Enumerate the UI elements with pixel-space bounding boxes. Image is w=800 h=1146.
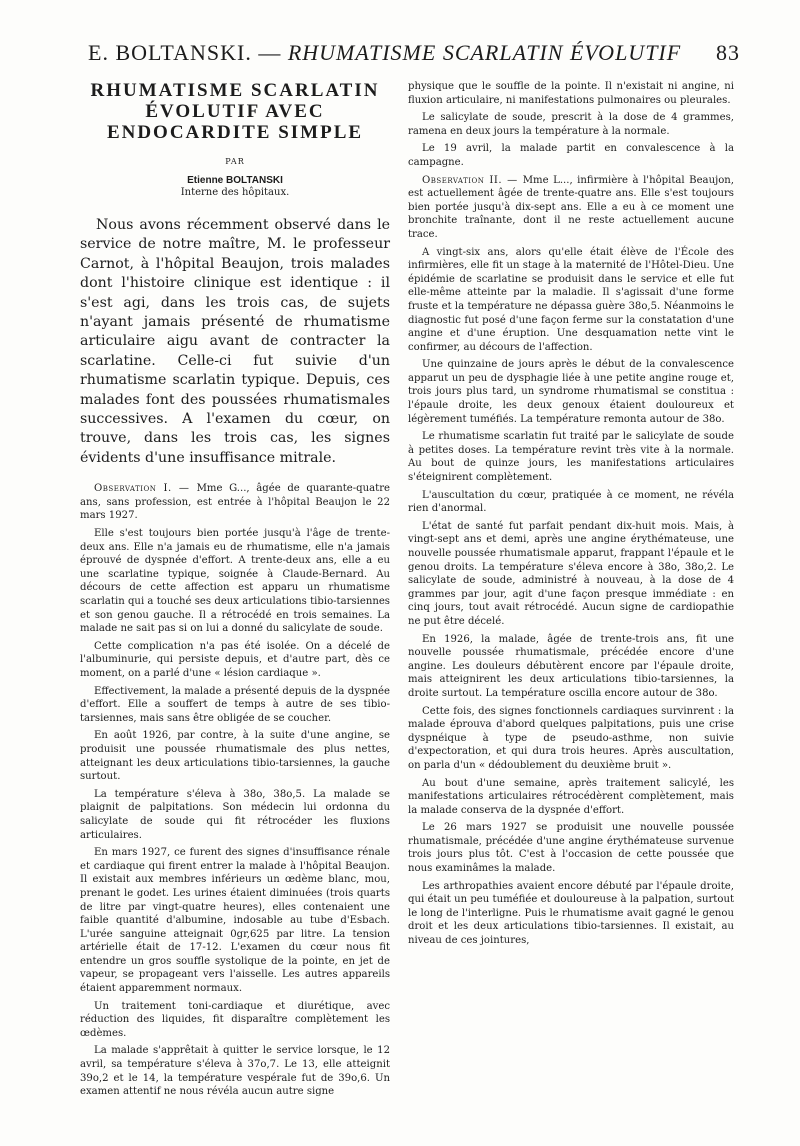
running-head: [88, 40, 740, 68]
paragraph-text: En août 1926, par contre, à la suite d'une angine, se produisit une poussée rhumatismale des plus nettes, atteignant les deux articulations tibio-tarsiennes, la gauche surtout.: [80, 730, 390, 783]
paragraph-text: Le 26 mars 1927 se produisit une nouvelle poussée rhumatismale, précédée d'une angine érythémateuse survenue trois jours plus tôt. C'est à l'occasion de cette poussée que nous examinâmes la malade.: [408, 822, 734, 875]
body-paragraph: [408, 111, 734, 138]
body-paragraph: [80, 216, 390, 468]
author-affiliation: Interne des hôpitaux.: [180, 187, 290, 198]
paragraph-text: Nous avons récemment observé dans le service de notre maître, M. le professeur Carnot, à l'hôpital Beaujon, trois malades dont l'histoire clinique est identique : il s'est agi, dans les trois cas, de sujets n'ayant jamais présenté de rhumatisme articulaire aigu avant de contracter la scarlatine. Celle-ci fut suivie d'un rhumatisme scarlatin typique. Depuis, ces malades font des poussées rhumatismales successives. A l'examen du cœur, on trouve, dans les trois cas, les signes évidents d'une insuffisance mitrale.: [80, 217, 390, 466]
body-paragraph: [80, 846, 390, 996]
body-paragraph: [80, 729, 390, 783]
paragraph-text: Le 19 avril, la malade partit en convalescence à la campagne.: [408, 143, 734, 168]
body-paragraph: [408, 821, 734, 875]
paragraph-text: physique que le souffle de la pointe. Il n'existait ni angine, ni fluxion articulaire, ni manifestations pulmonaires ou pleurales.: [408, 81, 734, 106]
paragraph-text: Mme G..., âgée de quarante-quatre ans, sans profession, est entrée à l'hôpital Beaujon le 22 mars 1927.: [80, 483, 391, 522]
body-paragraph: [80, 1044, 390, 1098]
byline-par: PAR: [225, 157, 245, 166]
page-number: 83: [716, 40, 740, 65]
paragraph-text: Cette fois, des signes fonctionnels cardiaques survinrent : la malade éprouva d'abord quelques palpitations, puis une crise dyspnéique à type de pseudo-asthme, non suivie d'expectoration, et qui dura trois heures. Après auscultation, on parla d'un « dédoublement du deuxième bruit ».: [408, 705, 734, 771]
article-title-line: ÉVOLUTIF AVEC: [145, 101, 325, 122]
body-paragraph: [408, 358, 734, 426]
paragraph-text: Le rhumatisme scarlatin fut traité par le salicylate de soude à petites doses. La température revint très vite à la normale. Au bout de quinze jours, les manifestations articulaires s'éteignirent complètement.: [408, 431, 734, 484]
body-paragraph: [408, 705, 734, 773]
paragraph-text: Effectivement, la malade a présenté depuis de la dyspnée d'effort. Elle a souffert de temps à autre de ses tibio-tarsiennes, mais sans être obligée de se coucher.: [80, 685, 390, 724]
observation-heading-paragraph: [80, 482, 390, 523]
article-title-line: RHUMATISME SCARLATIN: [90, 80, 380, 101]
paragraph-text: Cette complication n'a pas été isolée. On a décelé de l'albuminurie, qui persiste depuis, et d'autre part, dès ce moment, on a parlé d'une « lésion cardiaque ».: [80, 640, 390, 679]
author-name: Etienne BOLTANSKI: [187, 175, 283, 186]
article-title: [80, 80, 390, 143]
article-title-line: ENDOCARDITE SIMPLE: [106, 122, 364, 143]
body-paragraph: [408, 80, 734, 107]
body-paragraph: [408, 489, 734, 516]
body-paragraph: [408, 430, 734, 484]
body-paragraph: [80, 640, 390, 681]
running-title-subject: RHUMATISME SCARLATIN ÉVOLUTIF: [287, 40, 682, 65]
observation-heading-paragraph: [408, 174, 734, 242]
paragraph-text: A vingt-six ans, alors qu'elle était élève de l'École des infirmières, elle fit un stage à la maternité de l'Hôtel-Dieu. Une épidémie de scarlatine se produisit dans le service et elle fut elle-même atteinte par la maladie. Il s'agissait d'une forme fruste et la température ne dépassa guère 38o,5. Néanmoins le diagnostic fut posé d'une façon ferme sur la constatation d'une angine et d'une éruption. Une desquamation nette vint le confirmer, au décours de l'affection.: [408, 246, 734, 353]
running-title-author: E. BOLTANSKI. —: [88, 40, 288, 65]
paragraph-text: L'auscultation du cœur, pratiquée à ce moment, ne révéla rien d'anormal.: [408, 489, 734, 515]
body-paragraph: [408, 880, 734, 948]
body-paragraph: [408, 246, 734, 355]
paragraph-text: Une quinzaine de jours après le début de la convalescence apparut un peu de dysphagie liée à une petite angine rouge et, trois jours plus tard, un syndrome rhumatismal se constitua : l'épaule droite, les deux genoux étaient douloureux et légèrement tuméfiés. La température remonta autour de 38o.: [408, 359, 734, 425]
body-paragraph: [80, 788, 390, 842]
body-paragraph: [80, 685, 390, 726]
body-paragraph: [80, 1000, 390, 1041]
paragraph-text: Au bout d'une semaine, après traitement salicylé, les manifestations articulaires rétrocédèrent complètement, mais la malade conserva de la dyspnée d'effort.: [408, 777, 734, 816]
paragraph-text: En mars 1927, ce furent des signes d'insuffisance rénale et cardiaque qui firent entrer la malade à l'hôpital Beaujon. Il existait aux membres inférieurs un œdème blanc, mou, prenant le godet. Les urines étaient diminuées (trois quarts de litre par vingt-quatre heures), elles contenaient une faible quantité d'albumine, indosable au tube d'Esbach. L'urée sanguine atteignait 0gr,625 par litre. La tension artérielle était de 17-12. L'examen du cœur nous fit entendre un gros souffle systolique de la pointe, en jet de vapeur, se propageant vers l'aisselle. Les autres appareils étaient apparemment normaux.: [80, 847, 390, 995]
paragraph-text: Les arthropathies avaient encore débuté par l'épaule droite, qui était un peu tuméfiée et douloureuse à la palpation, surtout le long de l'interligne. Puis le rhumatisme avait gagné le genou droit et les deux articulations tibio-tarsiennes. Il existait, au niveau de ces jointures,: [408, 880, 734, 947]
body-paragraph: [408, 142, 734, 169]
body-paragraph: [80, 527, 390, 636]
right-column: [408, 80, 734, 952]
paragraph-text: Elle s'est toujours bien portée jusqu'à l'âge de trente-deux ans. Elle n'a jamais eu de rhumatisme, elle n'a jamais éprouvé de dyspnée d'effort. A trente-deux ans, elle a eu une scarlatine typique, soignée à Claude-Bernard. Au décours de cette affection est apparu un rhumatisme scarlatin qui a touché ses deux articulations tibio-tarsiennes et son genou gauche. Il a rétrocédé en trois semaines. La malade ne sait pas si on lui a donné du salicylate de soude.: [80, 528, 390, 635]
body-paragraph: [408, 777, 734, 818]
paragraph-text: Le salicylate de soude, prescrit à la dose de 4 grammes, ramena en deux jours la température à la normale.: [408, 112, 734, 137]
body-paragraph: [408, 520, 734, 629]
paragraph-text: L'état de santé fut parfait pendant dix-huit mois. Mais, à vingt-sept ans et demi, après une angine érythémateuse, une nouvelle poussée rhumatismale apparut, frappant l'épaule et le genou droits. La température s'éleva encore à 38o, 38o,2. Le salicylate de soude, administré à nouveau, à la dose de 4 grammes par jour, agit d'une façon presque immédiate : en cinq jours, tout avait rétrocédé. Aucun signe de cardiopathie ne put être décelé.: [408, 520, 734, 627]
paragraph-text: Mme L..., infirmière à l'hôpital Beaujon, est actuellement âgée de trente-quatre ans. Elle s'est toujours bien portée jusqu'à dix-sept ans. Elle a eu à ce moment une bronchite traînante, dont il ne reste actuellement aucune trace.: [408, 174, 734, 240]
paragraph-text: La malade s'apprêtait à quitter le service lorsque, le 12 avril, sa température s'éleva à 37o,7. Le 13, elle atteignit 39o,2 et le 14, la température vespérale fut de 39o,6. Un examen attentif ne nous révéla aucun autre signe: [80, 1045, 390, 1098]
observation-label: Observation I. —: [94, 483, 197, 495]
left-column: [80, 80, 390, 1103]
paragraph-text: Un traitement toni-cardiaque et diurétique, avec réduction des liquides, fit disparaître complètement les œdèmes.: [80, 1000, 390, 1039]
observation-label: Observation II. —: [422, 174, 523, 186]
body-paragraph: [408, 633, 734, 701]
running-title: [88, 40, 681, 66]
paragraph-text: En 1926, la malade, âgée de trente-trois ans, fit une nouvelle poussée rhumatismale, précédée encore d'une angine. Les douleurs débutèrent encore par l'épaule droite, mais atteignirent les deux articulations tibio-tarsiennes, la droite surtout. La température oscilla encore autour de 38o.: [408, 633, 734, 699]
paragraph-text: La température s'éleva à 38o, 38o,5. La malade se plaignit de palpitations. Son médecin lui ordonna du salicylate de soude qui fit rétrocéder les fluxions articulaires.: [80, 788, 390, 841]
